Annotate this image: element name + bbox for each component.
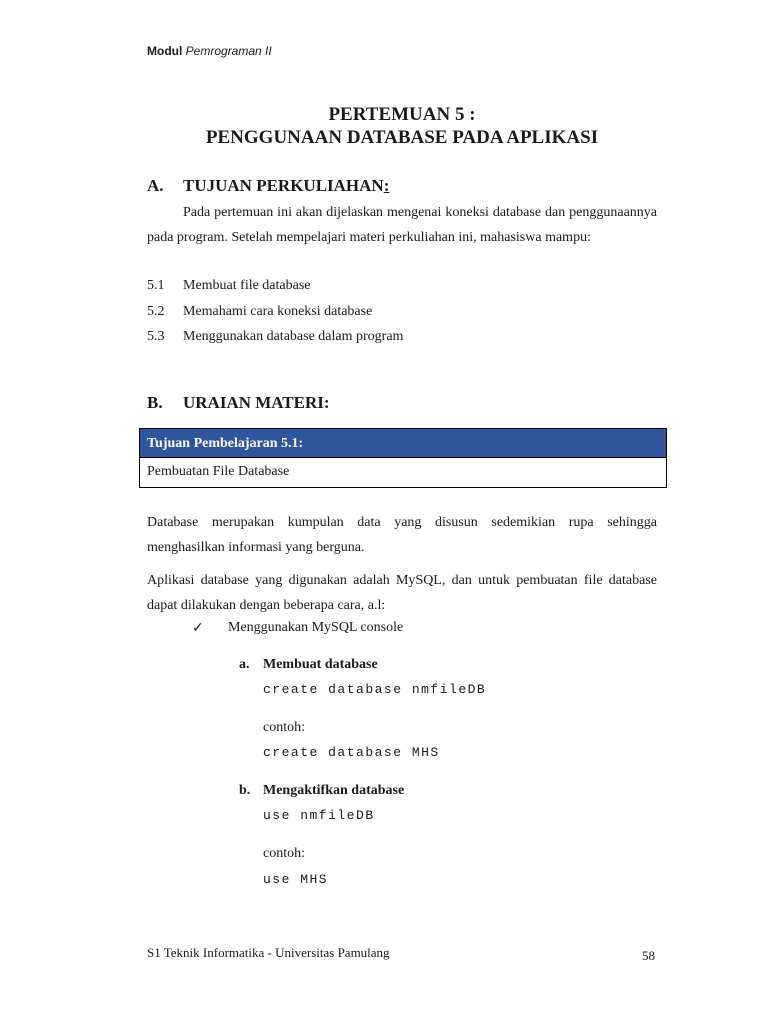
list-item-number: 5.3	[147, 329, 165, 344]
running-header	[147, 44, 272, 58]
code-create-database-syntax: create database nmfileDB	[263, 682, 487, 697]
section-a-paragraph: Pada pertemuan ini akan dijelaskan mengenai koneksi database dan penggunaannya pada program. Setelah mempelajari materi perkuliahan ini, mahasiswa mampu:	[147, 205, 657, 245]
mysql-intro-paragraph: Aplikasi database yang digunakan adalah MySQL, dan untuk pembuatan file database dapat dilakukan dengan beberapa cara, a.l:	[147, 573, 657, 613]
list-item-text: Membuat file database	[183, 278, 311, 293]
chapter-title-line1: PERTEMUAN 5 :	[328, 104, 476, 125]
page-number: 58	[642, 948, 655, 963]
section-b-letter: B.	[147, 393, 163, 412]
step-a-title: Membuat database	[263, 657, 378, 672]
list-item-number: 5.2	[147, 304, 165, 319]
section-a-title: TUJUAN PERKULIAHAN	[183, 176, 384, 195]
section-a-letter: A.	[147, 176, 164, 195]
database-definition-paragraph: Database merupakan kumpulan data yang disusun sedemikian rupa sehingga menghasilkan informasi yang berguna.	[147, 515, 657, 555]
chapter-title-line2: PENGGUNAAN DATABASE PADA APLIKASI	[205, 127, 599, 148]
learning-objective-content: Pembuatan File Database	[147, 464, 290, 479]
learning-objective-title: Tujuan Pembelajaran 5.1:	[140, 429, 666, 458]
step-a-heading	[239, 657, 378, 673]
list-item	[147, 329, 403, 345]
list-item	[147, 304, 372, 320]
code-create-database-example: create database MHS	[263, 745, 440, 760]
check-icon: ✓	[192, 621, 204, 636]
list-item-number: 5.1	[147, 278, 165, 293]
code-use-database-syntax: use nmfileDB	[263, 808, 375, 823]
learning-objective-box	[139, 428, 667, 488]
footer-institution: S1 Teknik Informatika - Universitas Pamulang	[147, 945, 390, 960]
list-item-text: Menggunakan database dalam program	[183, 329, 404, 344]
section-a-colon: :	[383, 176, 390, 195]
section-b-heading	[147, 393, 330, 413]
step-b-heading	[239, 783, 404, 799]
code-use-database-example: use MHS	[263, 872, 329, 887]
section-b-title: URAIAN MATERI:	[183, 393, 330, 412]
method-mysql-console: Menggunakan MySQL console	[228, 620, 404, 635]
header-module: Modul	[147, 44, 183, 58]
example-label: contoh:	[263, 846, 305, 861]
header-course: Pemrograman II	[185, 44, 272, 58]
step-a-letter: a.	[239, 657, 250, 672]
example-label: contoh:	[263, 720, 305, 735]
step-b-letter: b.	[239, 783, 251, 798]
list-item-text: Memahami cara koneksi database	[183, 304, 373, 319]
section-a-heading	[147, 176, 389, 196]
list-item	[147, 278, 311, 294]
step-b-title: Mengaktifkan database	[263, 783, 405, 798]
